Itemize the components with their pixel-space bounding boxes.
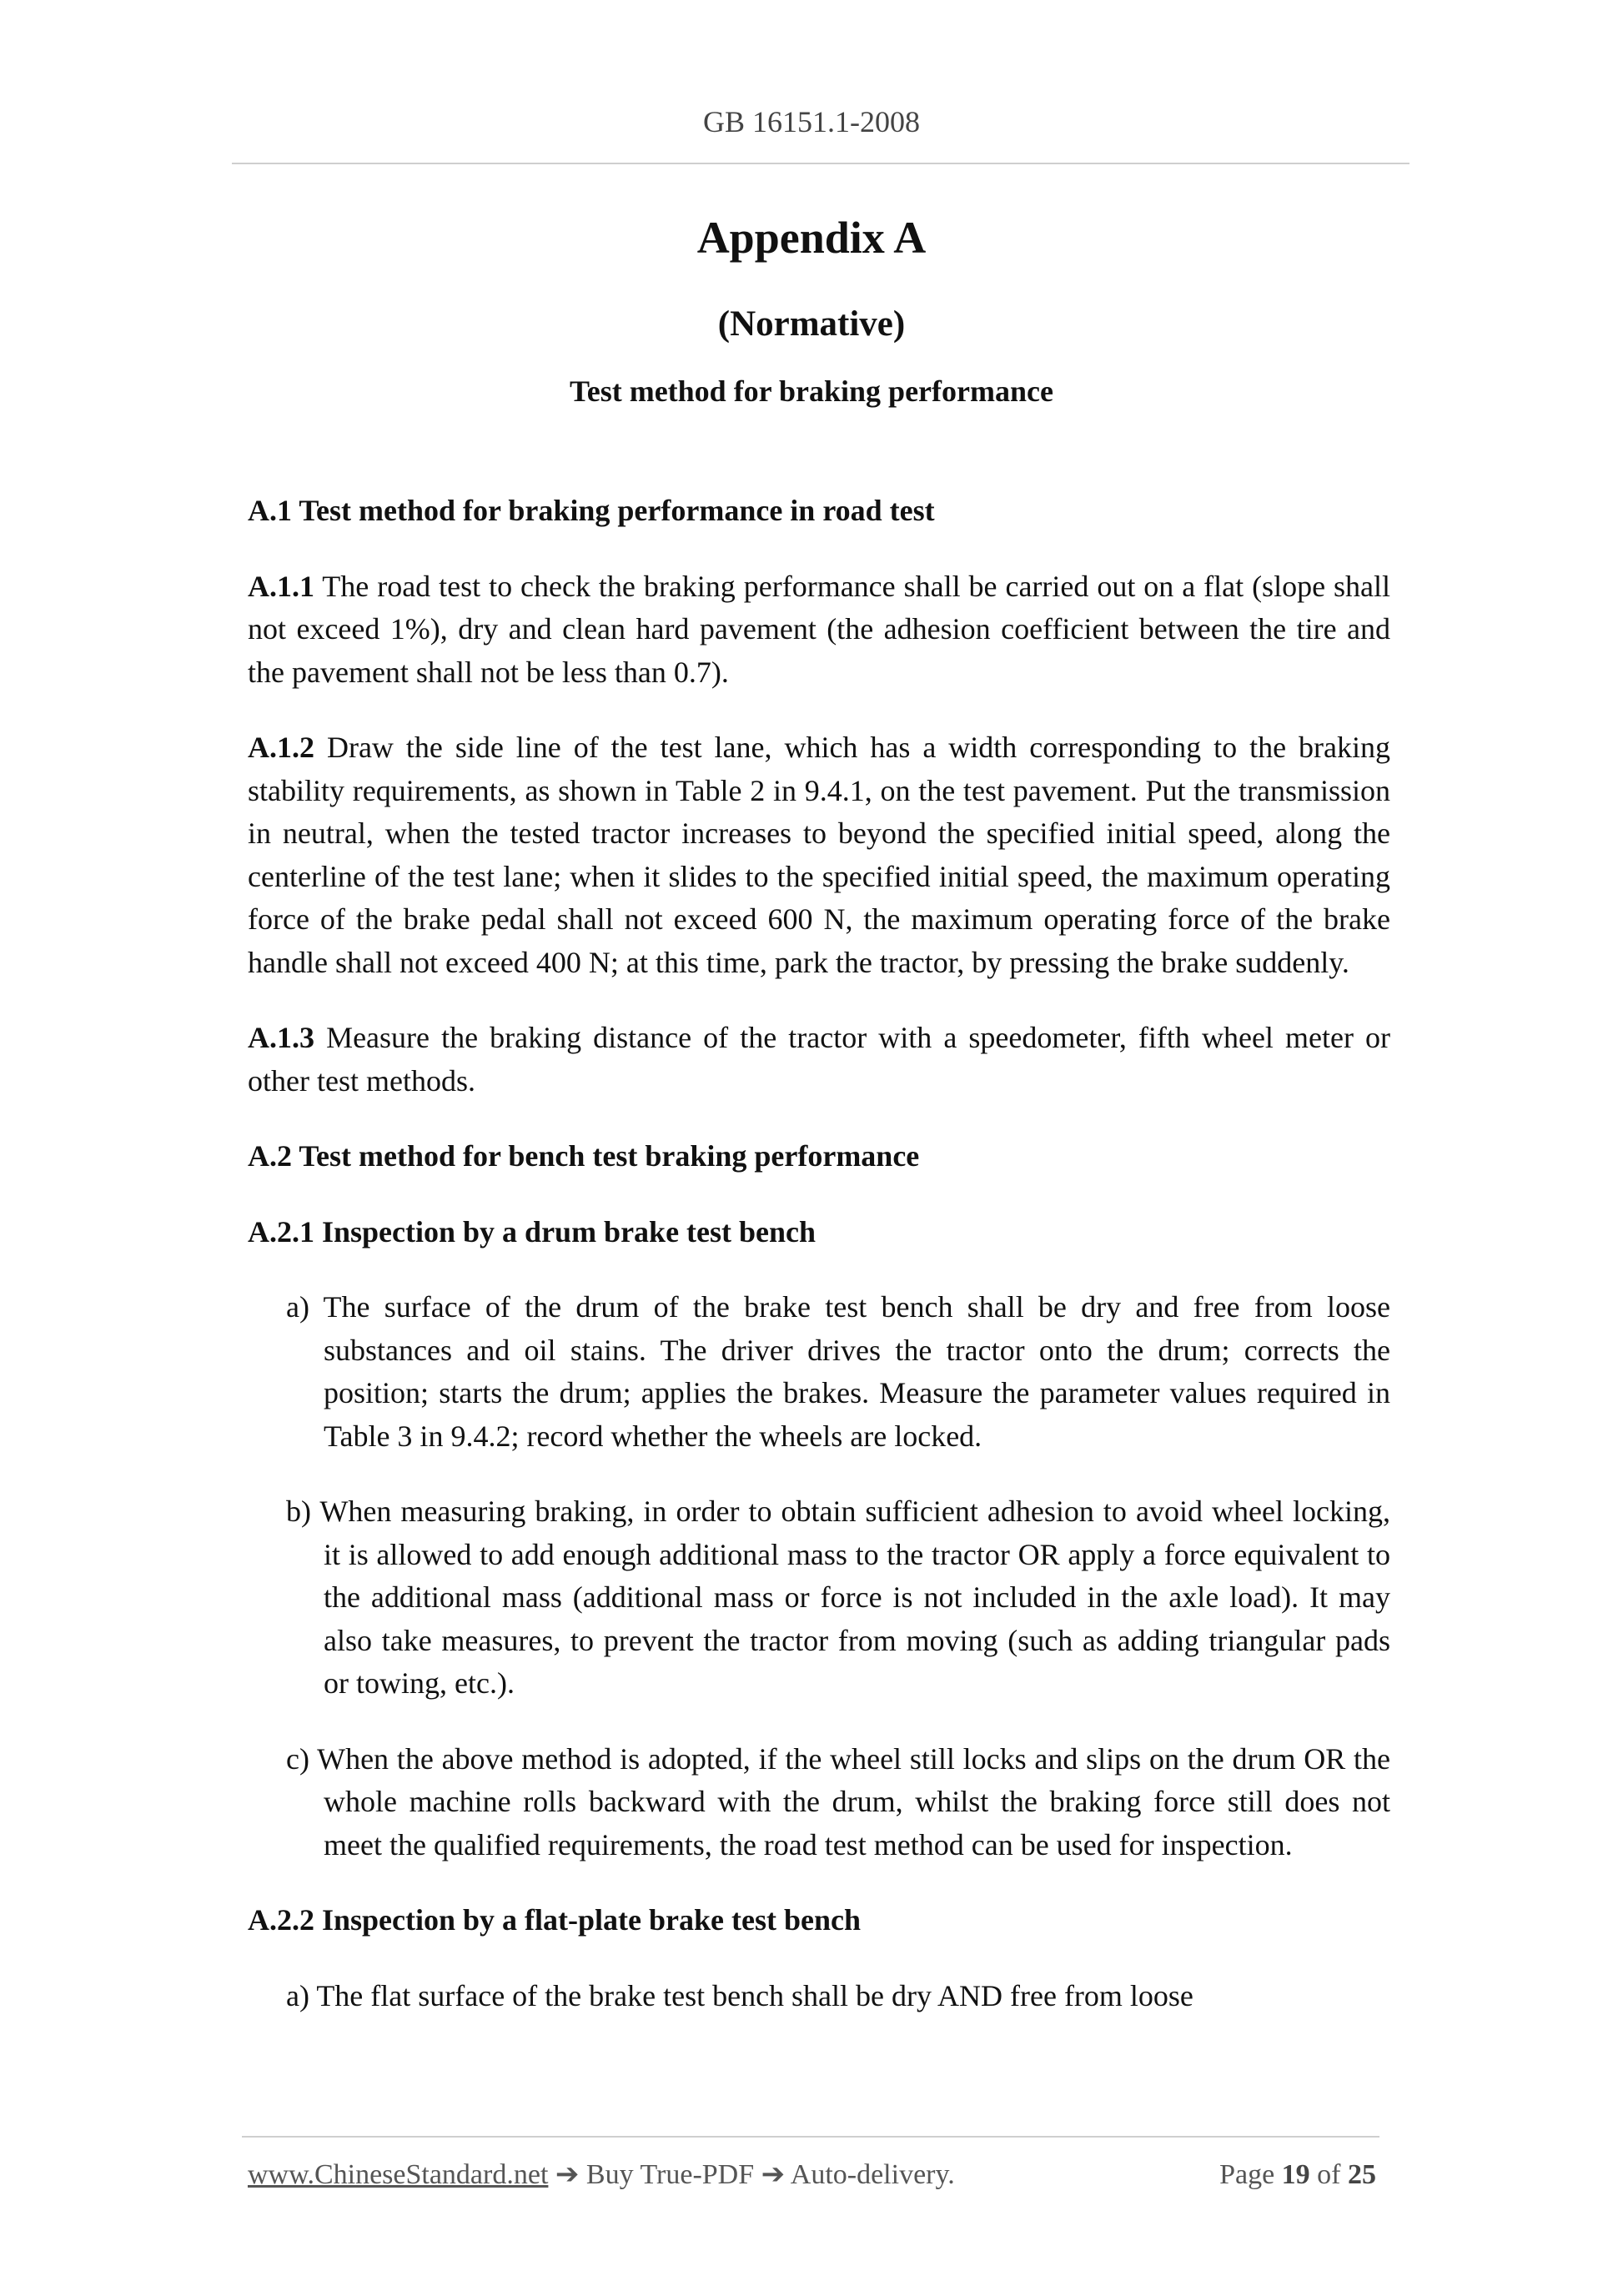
arrow-right-icon: ➔ bbox=[754, 2159, 791, 2190]
body-content bbox=[248, 490, 1390, 2017]
section-heading-a2: A.2 Test method for bench test braking performance bbox=[248, 1139, 920, 1173]
clause-text: Measure the braking distance of the tractor with a speedometer, fifth wheel meter or other test methods. bbox=[248, 1021, 1390, 1098]
buy-label: Buy True-PDF bbox=[585, 2159, 755, 2190]
clause-number: A.1.2 bbox=[248, 731, 314, 764]
clause-a-1-2 bbox=[248, 726, 1390, 984]
of-label: of bbox=[1309, 2159, 1348, 2190]
clause-text: The road test to check the braking performance shall be carried out on a flat (slope shall not exceed 1%), dry and clean hard pavement (the adhesion coefficient between the tire and the pavement shall not be less than 0.7). bbox=[248, 569, 1390, 689]
section-heading-a1: A.1 Test method for braking performance in road test bbox=[248, 494, 935, 527]
website-link[interactable]: www.ChineseStandard.net bbox=[248, 2159, 549, 2190]
header-divider bbox=[232, 163, 1409, 164]
page-total: 25 bbox=[1348, 2159, 1376, 2190]
page-number: 19 bbox=[1281, 2159, 1310, 2190]
page-indicator bbox=[1219, 2157, 1376, 2193]
section-heading-a2-1: A.2.1 Inspection by a drum brake test bench bbox=[248, 1214, 817, 1248]
page-label: Page bbox=[1219, 2159, 1282, 2190]
document-code: GB 16151.1-2008 bbox=[703, 105, 920, 138]
list-item-a: a) The flat surface of the brake test bench shall be dry AND free from loose bbox=[286, 1978, 1193, 2012]
list-item-c: c) When the above method is adopted, if the wheel still locks and slips on the drum OR the whole machine rolls backward with the drum, whilst the braking force still does not meet the qualified requirements, the road test method can be used for inspection. bbox=[286, 1741, 1390, 1861]
footer-divider bbox=[242, 2136, 1379, 2138]
clause-a-1-1 bbox=[248, 565, 1390, 695]
clause-text: Draw the side line of the test lane, which has a width corresponding to the braking stability requirements, as shown in Table 2 in 9.4.1, on the test pavement. Put the transmission in neutral, when the tested tractor increases to beyond the specified initial speed, along the centerline of the test lane; when it slides to the specified initial speed, the maximum operating force of the brake pedal shall not exceed 600 N, the maximum operating force of the brake handle shall not exceed 400 N; at this time, park the tractor, by pressing the brake suddenly. bbox=[248, 731, 1390, 979]
clause-number: A.1.3 bbox=[248, 1021, 314, 1054]
appendix-subtitle: Test method for braking performance bbox=[570, 374, 1053, 408]
section-heading-a2-2: A.2.2 Inspection by a flat-plate brake test bench bbox=[248, 1903, 861, 1937]
clause-a-1-3 bbox=[248, 1017, 1390, 1103]
clause-number: A.1.1 bbox=[248, 569, 314, 603]
footer-promo bbox=[248, 2157, 955, 2193]
appendix-title: Appendix A bbox=[696, 213, 927, 263]
normative-label: (Normative) bbox=[717, 304, 906, 344]
list-item-b: b) When measuring braking, in order to obtain sufficient adhesion to avoid wheel locking, it is allowed to add enough additional mass to the tractor OR apply a force equivalent to the additional mass (additional mass or force is not included in the axle load). It may also take measures, to prevent the tractor from moving (such as adding triangular pads or towing, etc.). bbox=[286, 1495, 1390, 1700]
delivery-label: Auto-delivery. bbox=[790, 2159, 955, 2190]
arrow-right-icon: ➔ bbox=[548, 2159, 586, 2190]
list-item-a: a) The surface of the drum of the brake test bench shall be dry and free from loose substances and oil stains. The driver drives the tractor onto the drum; corrects the position; starts the drum; applies the brakes. Measure the parameter values required in Table 3 in 9.4.2; record whether the wheels are locked. bbox=[286, 1290, 1390, 1453]
